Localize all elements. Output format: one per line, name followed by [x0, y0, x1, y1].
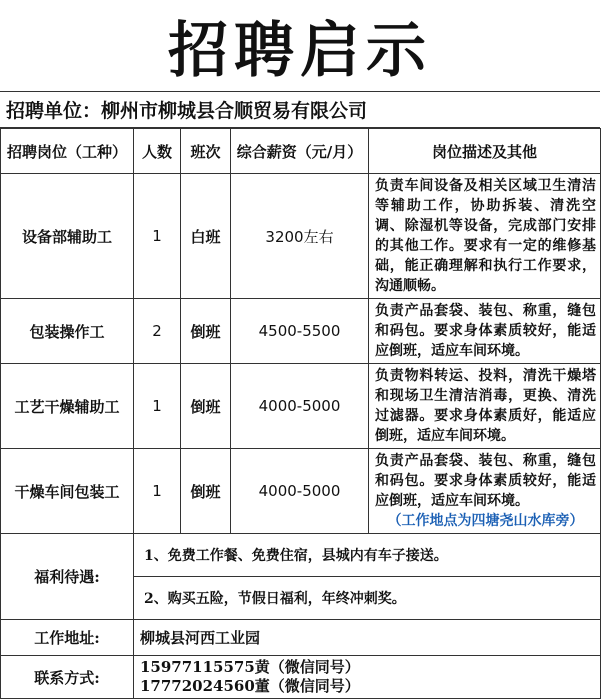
job-salary: 4000-5000	[231, 364, 369, 449]
address-row	[1, 620, 601, 656]
benefits-row	[1, 534, 601, 620]
job-count: 2	[134, 299, 181, 364]
job-description: 负责车间设备及相关区域卫生清洁等辅助工作，协助拆装、清洗空调、除湿机等设备，完成部门安排的其他工作。要求有一定的维修基础，能正确理解和执行工作要求，沟通顺畅。	[369, 174, 601, 299]
header-count: 人数	[134, 129, 181, 174]
job-position: 干燥车间包装工	[1, 449, 134, 534]
table-row	[1, 299, 601, 364]
contact-phone: 17772024560董（微信同号）	[140, 677, 360, 695]
contact-row	[1, 656, 601, 699]
job-salary: 4000-5000	[231, 449, 369, 534]
contact-label: 联系方式:	[1, 656, 134, 699]
job-shift: 倒班	[181, 299, 231, 364]
job-shift: 白班	[181, 174, 231, 299]
job-salary: 4500-5500	[231, 299, 369, 364]
jobs-table	[0, 128, 601, 699]
job-description-cell	[369, 449, 601, 534]
header-shift: 班次	[181, 129, 231, 174]
job-count: 1	[134, 364, 181, 449]
header-salary: 综合薪资（元/月）	[231, 129, 369, 174]
contact-cell	[134, 656, 601, 699]
job-salary: 3200左右	[231, 174, 369, 299]
job-count: 1	[134, 174, 181, 299]
benefit-item: 1、免费工作餐、免费住宿，县城内有车子接送。	[134, 535, 600, 577]
job-shift: 倒班	[181, 449, 231, 534]
table-row	[1, 449, 601, 534]
job-position: 包装操作工	[1, 299, 134, 364]
address-value: 柳城县河西工业园	[134, 620, 601, 656]
job-count: 1	[134, 449, 181, 534]
job-position: 工艺干燥辅助工	[1, 364, 134, 449]
address-label: 工作地址:	[1, 620, 134, 656]
job-shift: 倒班	[181, 364, 231, 449]
benefits-cell	[134, 534, 601, 620]
table-row	[1, 174, 601, 299]
company-name: 招聘单位：柳州市柳城县合顺贸易有限公司	[0, 92, 600, 128]
page-title: 招聘启示	[0, 0, 600, 92]
work-location-note: （工作地点为四塘尧山水库旁）	[387, 513, 584, 529]
header-description: 岗位描述及其他	[369, 129, 601, 174]
table-header-row	[1, 129, 601, 174]
table-row	[1, 364, 601, 449]
benefit-item: 2、购买五险，节假日福利，年终冲刺奖。	[144, 590, 406, 607]
job-description: 负责产品套袋、装包、称重，缝包和码包。要求身体素质较好，能适应倒班，适应车间环境。	[369, 299, 601, 364]
job-description: 负责产品套袋、装包、称重，缝包和码包。要求身体素质较好，能适应倒班，适应车间环境。	[375, 453, 596, 509]
job-description: 负责物料转运、投料，清洗干燥塔和现场卫生清洁消毒，更换、清洗过滤器。要求身体素质好，能适应倒班，适应车间环境。	[369, 364, 601, 449]
header-position: 招聘岗位（工种）	[1, 129, 134, 174]
contact-phone: 15977115575黄（微信同号）	[140, 658, 360, 676]
job-position: 设备部辅助工	[1, 174, 134, 299]
benefits-label: 福利待遇:	[1, 534, 134, 620]
